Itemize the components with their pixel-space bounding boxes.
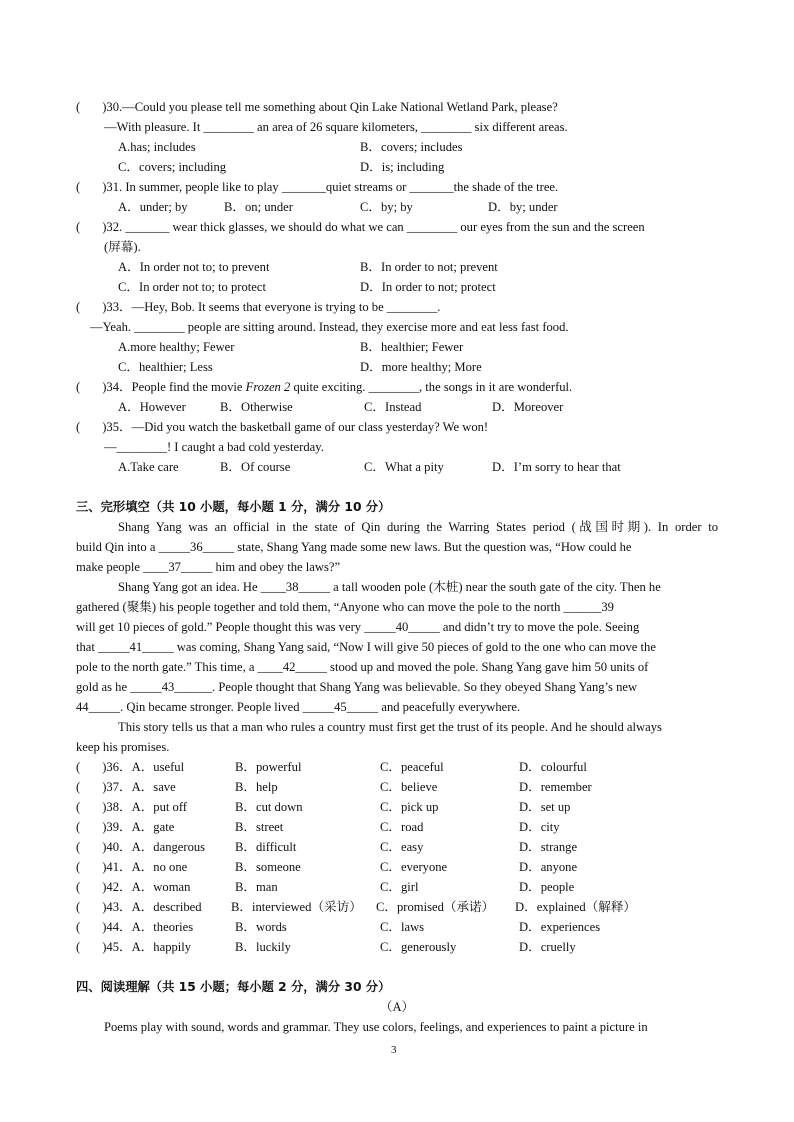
cloze-p2-line3 (76, 620, 639, 634)
q33-option-b: B．healthier; Fewer (360, 340, 464, 354)
q34-option-d: D．Moreover (492, 400, 564, 414)
q31-option-a: A．under; by (118, 200, 188, 214)
cloze-text: . People thought that Shang Yang was believable. So they obeyed Shang Yang’s new (212, 680, 638, 694)
q30-stem: ( )30.—Could you please tell me something about Qin Lake National Wetland Park, please? (76, 100, 558, 114)
cloze-p1-line1: Shang Yang was an official in the state of Qin during the Warring States period (战国时期). In order to (118, 520, 718, 534)
cloze-q45-b: B．luckily (235, 940, 291, 954)
cloze-q41-b: B．someone (235, 860, 301, 874)
cloze-q40-d: D．strange (519, 840, 578, 854)
cloze-q42-c: C．girl (380, 880, 419, 894)
q32-option-d: D．In order to not; protect (360, 280, 496, 294)
cloze-q38-b: B．cut down (235, 800, 303, 814)
q33-option-d: D．more healthy; More (360, 360, 482, 374)
cloze-q40-c: C．easy (380, 840, 424, 854)
cloze-p2-line5 (76, 660, 648, 674)
q35-option-d: D．I’m sorry to hear that (492, 460, 621, 474)
cloze-text: Shang Yang got an idea. He (118, 580, 261, 594)
q35-option-b: B．Of course (220, 460, 291, 474)
cloze-text: that (76, 640, 99, 654)
cloze-q41-d: D．anyone (519, 860, 578, 874)
cloze-p2-line7 (76, 700, 520, 714)
q32-option-b: B．In order to not; prevent (360, 260, 498, 274)
cloze-q38-a: ( )38．A．put off (76, 800, 188, 814)
cloze-p2-line4 (76, 640, 656, 654)
cloze-p1-line3 (76, 560, 340, 574)
blank-38: ____38_____ (260, 580, 330, 594)
cloze-q39-a: ( )39．A．gate (76, 820, 175, 834)
cloze-text: gold as he (76, 680, 131, 694)
cloze-text: . Qin became stronger. People lived (120, 700, 303, 714)
cloze-q45-d: D．cruelly (519, 940, 576, 954)
q32-option-a: A．In order not to; to prevent (118, 260, 270, 274)
cloze-q43-a: ( )43．A．described (76, 900, 202, 914)
passage-a-line1: Poems play with sound, words and grammar. They use colors, feelings, and experiences to paint a picture in (104, 1020, 648, 1034)
cloze-text: stood up and moved the pole. Shang Yang gave him 50 units of (326, 660, 649, 674)
cloze-q45-a: ( )45．A．happily (76, 940, 192, 954)
cloze-q36-d: D．colourful (519, 760, 587, 774)
q33-option-a: A.more healthy; Fewer (118, 340, 235, 354)
q34-movie-title: Frozen 2 (245, 380, 291, 394)
cloze-p3-line1: This story tells us that a man who rules a country must first get the trust of its people. And he should always (118, 720, 662, 734)
cloze-q40-b: B．difficult (235, 840, 297, 854)
cloze-q41-a: ( )41．A．no one (76, 860, 188, 874)
cloze-q37-d: D．remember (519, 780, 592, 794)
cloze-q42-b: B．man (235, 880, 278, 894)
cloze-q43-d: D．explained（解释） (515, 900, 637, 914)
cloze-text: him and obey the laws?” (212, 560, 341, 574)
q31-option-c: C．by; by (360, 200, 413, 214)
cloze-q39-d: D．city (519, 820, 560, 834)
cloze-q37-c: C．believe (380, 780, 438, 794)
blank-40: _____40_____ (364, 620, 440, 634)
blank-44: 44_____ (76, 700, 121, 714)
q34-stem (76, 380, 572, 394)
cloze-q40-a: ( )40．A．dangerous (76, 840, 206, 854)
q31-option-d: D．by; under (488, 200, 558, 214)
cloze-q36-c: C．peaceful (380, 760, 444, 774)
cloze-text: gathered (聚集) his people together and told them, “Anyone who can move the pole to the north (76, 600, 564, 614)
q35-option-c: C．What a pity (364, 460, 444, 474)
cloze-q41-c: C．everyone (380, 860, 448, 874)
cloze-q43-c: C．promised（承诺） (376, 900, 495, 914)
cloze-text: build Qin into a (76, 540, 159, 554)
cloze-text: state, Shang Yang made some new laws. But the question was, “How could he (234, 540, 632, 554)
cloze-q36-b: B．powerful (235, 760, 302, 774)
passage-a-label: （A） (379, 1000, 415, 1014)
cloze-q38-d: D．set up (519, 800, 571, 814)
cloze-q44-a: ( )44．A．theories (76, 920, 194, 934)
q32-stem: ( )32. _______ wear thick glasses, we should do what we can ________ our eyes from the sun and the screen (76, 220, 645, 234)
section-3-title: 三、完形填空（共 10 小题，每小题 1 分，满分 10 分） (76, 500, 391, 514)
blank-45: _____45_____ (302, 700, 379, 714)
cloze-q44-c: C．laws (380, 920, 425, 934)
q30-option-a: A.has; includes (118, 140, 196, 154)
cloze-q42-d: D．people (519, 880, 575, 894)
cloze-q39-b: B．street (235, 820, 284, 834)
cloze-q45-c: C．generously (380, 940, 457, 954)
q35-dialogue: —________! I caught a bad cold yesterday. (104, 440, 324, 454)
q32-stem-continued: (屏幕). (104, 240, 141, 254)
blank-43: _____43______ (130, 680, 213, 694)
q30-option-d: D．is; including (360, 160, 445, 174)
blank-36: _____36_____ (158, 540, 235, 554)
blank-39: ______39 (563, 600, 614, 614)
cloze-q37-b: B．help (235, 780, 278, 794)
q35-option-a: A.Take care (118, 460, 179, 474)
cloze-p2-line1 (118, 580, 661, 594)
blank-41: _____41_____ (98, 640, 174, 654)
page-number: 3 (391, 1044, 397, 1056)
cloze-text: make people (76, 560, 144, 574)
blank-42: ____42_____ (257, 660, 327, 674)
q32-option-c: C．In order not to; to protect (118, 280, 266, 294)
q34-stem-end: quite exciting. ________, the songs in it are wonderful. (290, 380, 573, 394)
cloze-p1-line2 (76, 540, 631, 554)
cloze-q44-b: B．words (235, 920, 287, 934)
q30-dialogue: —With pleasure. It ________ an area of 26 square kilometers, ________ six different areas. (104, 120, 568, 134)
cloze-text: and peacefully everywhere. (378, 700, 521, 714)
q31-stem: ( )31. In summer, people like to play _______quiet streams or _______the shade of the tree. (76, 180, 559, 194)
q31-option-b: B．on; under (224, 200, 293, 214)
q34-option-a: A．However (118, 400, 186, 414)
cloze-q43-b: B．interviewed（采访） (231, 900, 362, 914)
cloze-text: and didn’t try to move the pole. Seeing (439, 620, 640, 634)
cloze-q38-c: C．pick up (380, 800, 439, 814)
q35-stem: ( )35．—Did you watch the basketball game of our class yesterday? We won! (76, 420, 489, 434)
cloze-q44-d: D．experiences (519, 920, 601, 934)
q30-option-c: C．covers; including (118, 160, 227, 174)
cloze-text: pole to the north gate.” This time, a (76, 660, 258, 674)
blank-37: ____37_____ (143, 560, 213, 574)
cloze-p2-line2 (76, 600, 614, 614)
cloze-text: will get 10 pieces of gold.” People thought this was very (76, 620, 365, 634)
cloze-q39-c: C．road (380, 820, 424, 834)
cloze-text: was coming, Shang Yang said, “Now I will give 50 pieces of gold to the one who can move the (173, 640, 656, 654)
cloze-text: a tall wooden pole (木桩) near the south gate of the city. Then he (329, 580, 661, 594)
cloze-q36-a: ( )36．A．useful (76, 760, 185, 774)
q33-option-c: C．healthier; Less (118, 360, 213, 374)
q33-dialogue: —Yeah. ________ people are sitting around. Instead, they exercise more and eat less fast food. (90, 320, 569, 334)
q34-option-b: B．Otherwise (220, 400, 293, 414)
q33-stem: ( )33．—Hey, Bob. It seems that everyone is trying to be ________. (76, 300, 441, 314)
cloze-q42-a: ( )42．A．woman (76, 880, 191, 894)
cloze-p3-line2: keep his promises. (76, 740, 170, 754)
section-4-title: 四、阅读理解（共 15 小题；每小题 2 分，满分 30 分） (76, 980, 391, 994)
cloze-p2-line6 (76, 680, 637, 694)
q34-option-c: C．Instead (364, 400, 422, 414)
cloze-q37-a: ( )37．A．save (76, 780, 176, 794)
q30-option-b: B．covers; includes (360, 140, 463, 154)
q34-stem-start: ( )34．People find the movie (76, 380, 246, 394)
